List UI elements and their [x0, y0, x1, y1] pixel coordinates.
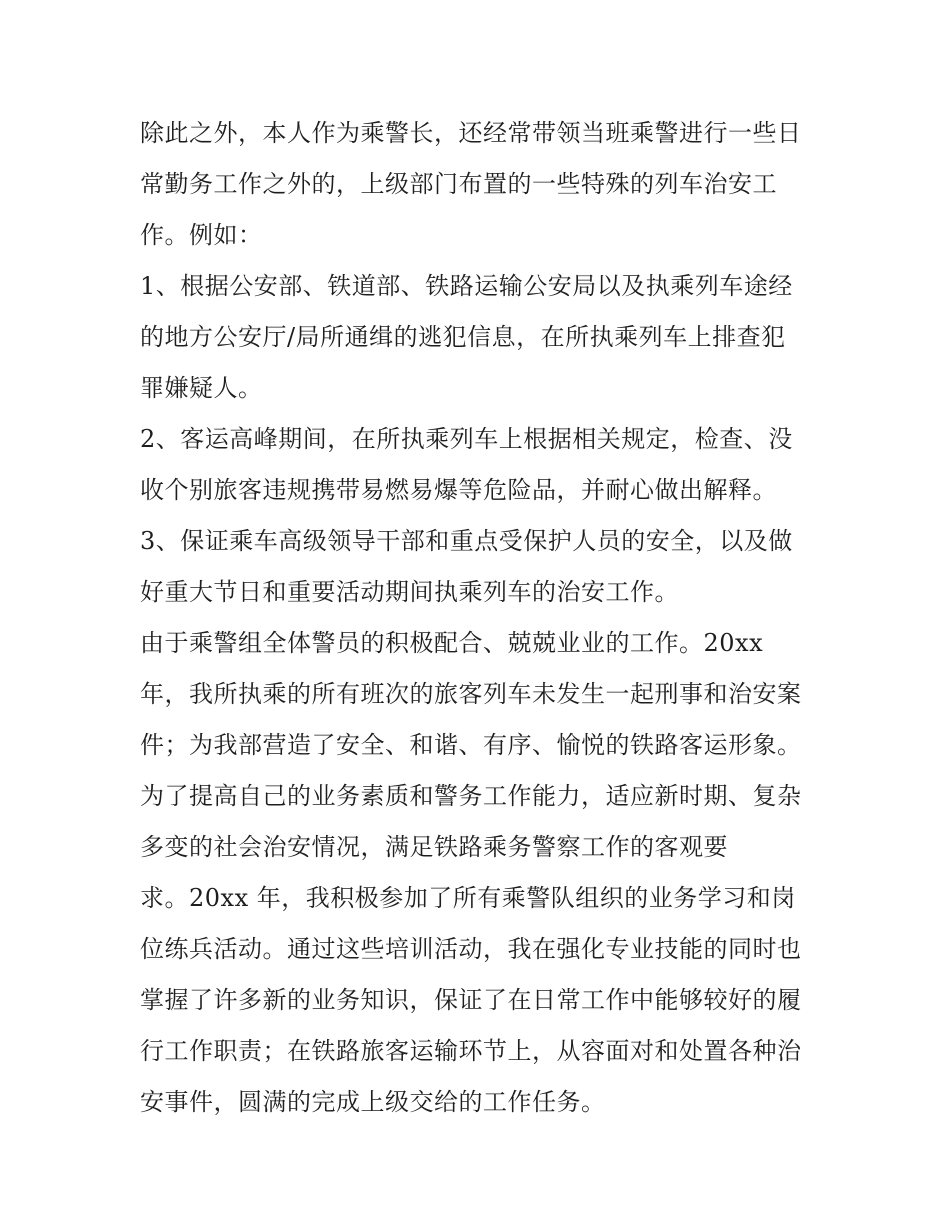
text-line: 位练兵活动。通过这些培训活动，我在强化专业技能的同时也: [140, 935, 802, 963]
text-line: 常勤务工作之外的，上级部门布置的一些特殊的列车治安工: [140, 170, 777, 198]
text-line: 年，我所执乘的所有班次的旅客列车未发生一起刑事和治安案: [140, 680, 802, 708]
text-line: 的地方公安厅/局所通缉的逃犯信息，在所执乘列车上排查犯: [140, 323, 786, 351]
text-line: 安事件，圆满的完成上级交给的工作任务。: [140, 1088, 606, 1116]
text-line: 2、客运高峰期间，在所执乘列车上根据相关规定，检查、没: [140, 425, 793, 453]
text-line: 好重大节日和重要活动期间执乘列车的治安工作。: [140, 578, 679, 606]
document-body: [140, 108, 820, 1128]
text-line: 罪嫌疑人。: [140, 374, 263, 402]
text-line: 掌握了许多新的业务知识，保证了在日常工作中能够较好的履: [140, 986, 802, 1014]
text-line: 求。20xx 年，我积极参加了所有乘警队组织的业务学习和岗: [140, 884, 796, 912]
text-line: 3、保证乘车高级领导干部和重点受保护人员的安全，以及做: [140, 527, 793, 555]
text-line: 行工作职责；在铁路旅客运输环节上，从容面对和处置各种治: [140, 1037, 802, 1065]
text-line: 作。例如：: [140, 221, 263, 249]
text-line: 除此之外，本人作为乘警长，还经常带领当班乘警进行一些日: [140, 119, 802, 147]
text-line: 由于乘警组全体警员的积极配合、兢兢业业的工作。20xx: [140, 629, 764, 657]
text-line: 1、根据公安部、铁道部、铁路运输公安局以及执乘列车途经: [140, 272, 793, 300]
text-line: 为了提高自己的业务素质和警务工作能力，适应新时期、复杂: [140, 782, 802, 810]
text-line: 件；为我部营造了安全、和谐、有序、愉悦的铁路客运形象。: [140, 731, 802, 759]
text-line: 多变的社会治安情况，满足铁路乘务警察工作的客观要: [140, 833, 728, 861]
text-line: 收个别旅客违规携带易燃易爆等危险品，并耐心做出解释。: [140, 476, 777, 504]
